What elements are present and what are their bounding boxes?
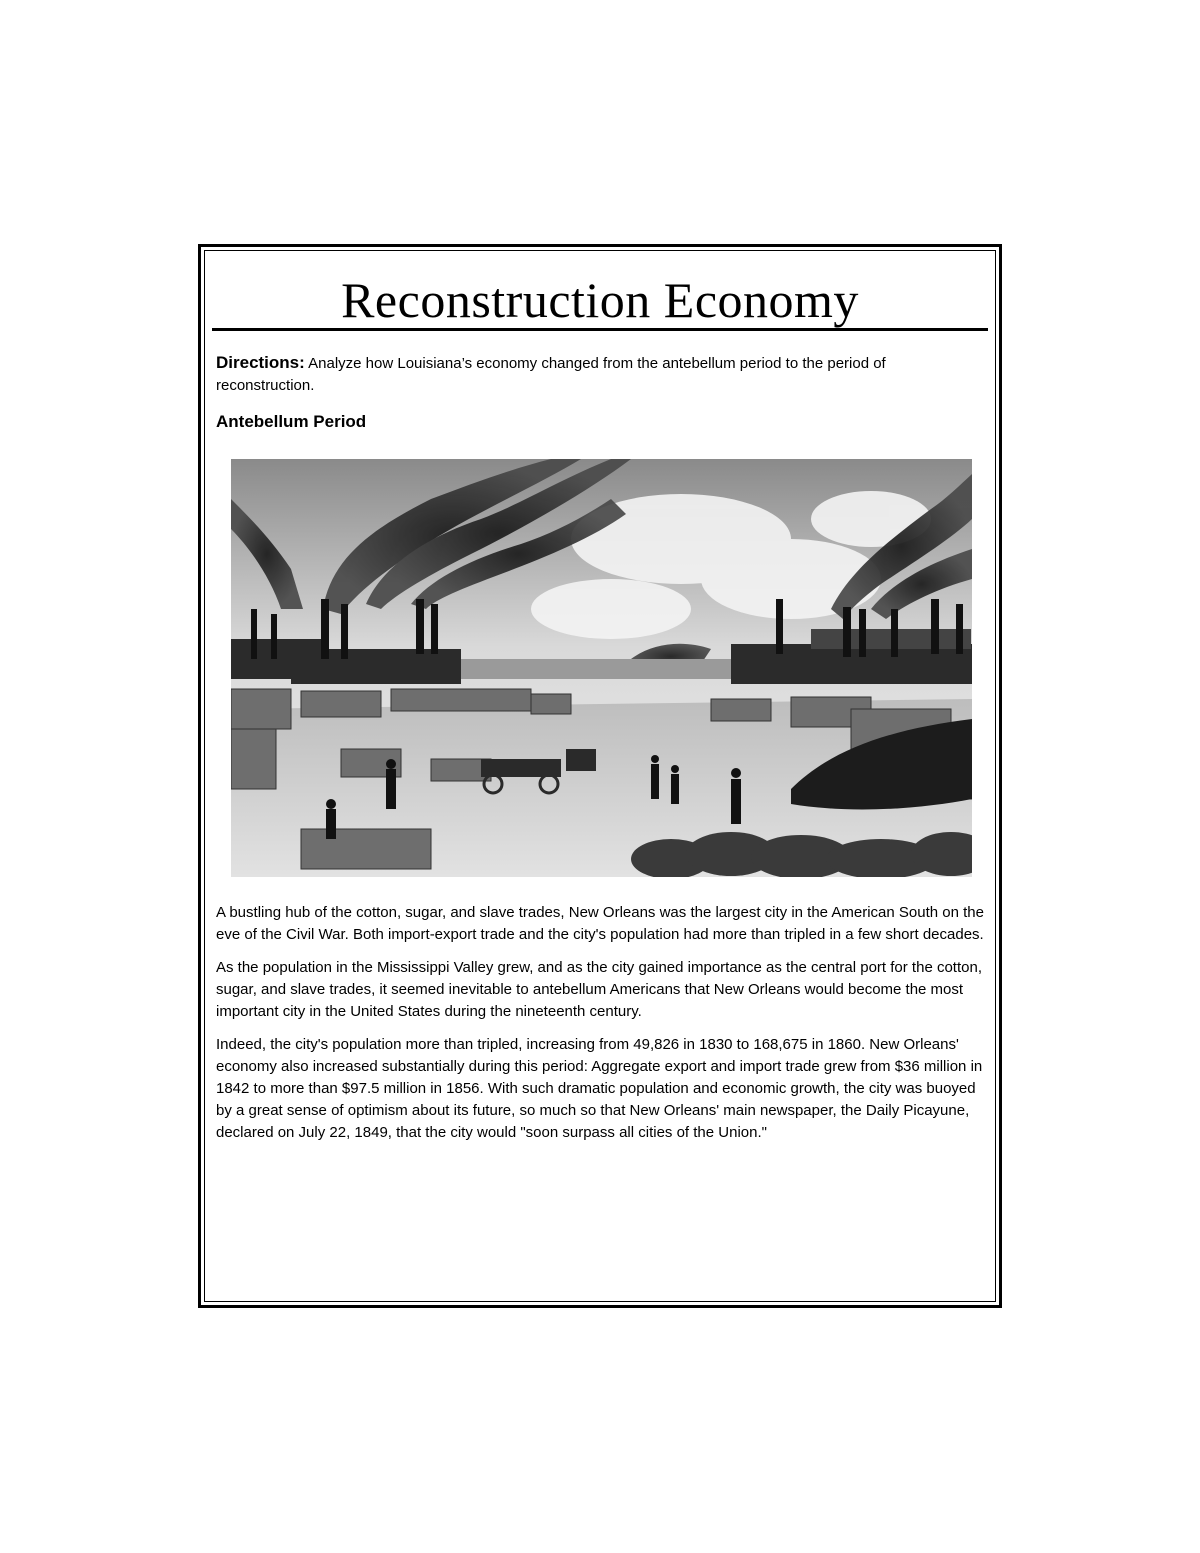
body-text <box>216 902 984 1155</box>
paragraph: As the population in the Mississippi Valley grew, and as the city gained importance as the central port for the cotton, sugar, and slave trades, it seemed inevitable to antebellum Americans that New Orleans would become the most important city in the United States during the nineteenth century. <box>216 959 982 1020</box>
directions-label: Directions: <box>216 353 305 372</box>
section-heading-antebellum: Antebellum Period <box>216 412 367 431</box>
new-orleans-levee-illustration <box>231 459 972 877</box>
directions <box>216 352 976 397</box>
title-divider <box>212 328 988 331</box>
page-title: Reconstruction Economy <box>341 272 859 328</box>
directions-text: Analyze how Louisiana’s economy changed from the antebellum period to the period of reconstruction. <box>216 355 886 394</box>
paragraph: A bustling hub of the cotton, sugar, and slave trades, New Orleans was the largest city in the American South on the eve of the Civil War. Both import-export trade and the city's population had more than tripled in a few short decades. <box>216 904 984 943</box>
paragraph: Indeed, the city's population more than tripled, increasing from 49,826 in 1830 to 168,675 in 1860. New Orleans' economy also increased substantially during this period: Aggregate export and import trade grew from $36 million in 1842 to more than $97.5 million in 1856. With such dramatic population and economic growth, the city was buoyed by a great sense of optimism about its future, so much so that New Orleans' main newspaper, the Daily Picayune, declared on July 22, 1849, that the city would "soon surpass all cities of the Union." <box>216 1036 983 1141</box>
